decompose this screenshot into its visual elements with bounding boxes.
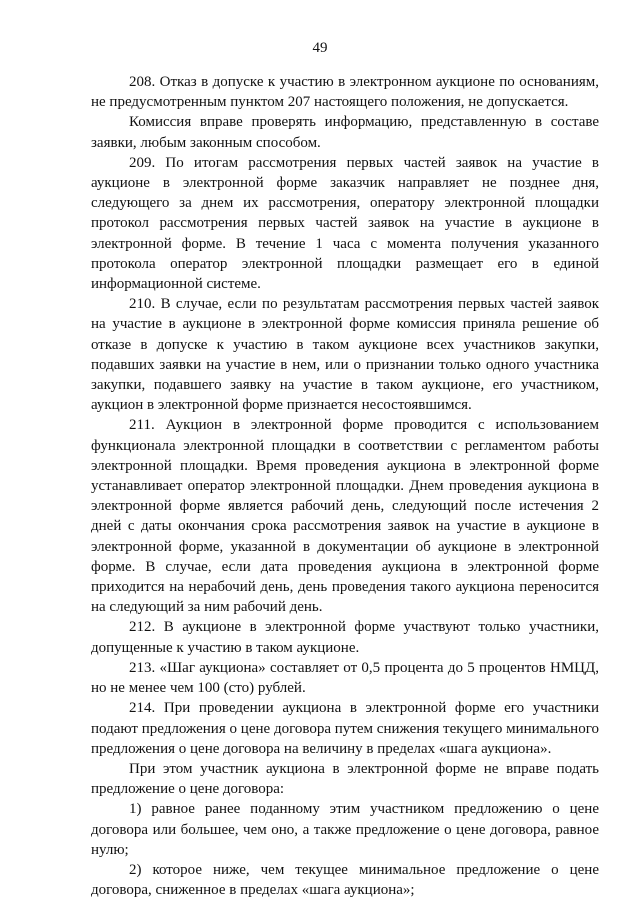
paragraph-209: 209. По итогам рассмотрения первых частей заявок на участие в аукционе в электронной форме заказчик направляет не позднее дня, следующего за днем их рассмотрения, оператору электронной площадки протокол рассмотрения первых частей заявок на участие в аукционе в электронной форме. В течение 1 часа с момента получения указанного протокола оператор электронной площадки размещает его в единой информационной системе. [91, 154, 599, 293]
paragraph-214: 214. При проведении аукциона в электронной форме его участники подают предложения о цене договора путем снижения текущего минимального предложения о цене договора на величину в пределах «шага аукциона». [91, 700, 599, 757]
paragraph-210: 210. В случае, если по результатам рассмотрения первых частей заявок на участие в аукционе в электронной форме комиссия приняла решение об отказе в допуске к участию в таком аукционе всех участников закупки, подавших заявки на участие в нем, или о признании только одного участника закупки, подавшего заявку на участие в таком аукционе, его участником, аукцион в электронной форме признается несостоявшимся. [91, 296, 599, 414]
paragraph-restrictions-intro: При этом участник аукциона в электронной форме не вправе подать предложение о цене договора: [91, 760, 599, 798]
paragraph-restriction-1: 1) равное ранее поданному этим участником предложению о цене договора или большее, чем оно, а также предложение о цене договора, равное нулю; [91, 801, 599, 858]
document-body [91, 72, 599, 900]
page-number: 49 [312, 40, 328, 56]
paragraph-213: 213. «Шаг аукциона» составляет от 0,5 процента до 5 процентов НМЦД, но не менее чем 100 (сто) рублей. [91, 659, 599, 697]
paragraph-212: 212. В аукционе в электронной форме участвуют только участники, допущенные к участию в таком аукционе. [91, 619, 599, 656]
paragraph-211: 211. Аукцион в электронной форме проводится с использованием функционала электронной площадки в соответствии с регламентом работы электронной площадки. Время проведения аукциона в электронной форме устанавливает оператор электронной площадки. Днем проведения аукциона в электронной форме является рабочий день, следующий после истечения 2 дней с даты окончания срока рассмотрения заявок на участие в аукционе в электронной форме, указанной в документации об аукционе в электронной форме. В случае, если дата проведения аукциона в электронной форме приходится на нерабочий день, день проведения такого аукциона переносится на следующий за ним рабочий день. [91, 417, 599, 616]
paragraph-restriction-2: 2) которое ниже, чем текущее минимальное предложение о цене договора, сниженное в пределах «шага аукциона»; [91, 861, 599, 899]
paragraph-commission-check: Комиссия вправе проверять информацию, представленную в составе заявки, любым законным способом. [91, 114, 599, 151]
paragraph-208: 208. Отказ в допуске к участию в электронном аукционе по основаниям, не предусмотренным пунктом 207 настоящего положения, не допускается. [91, 74, 599, 111]
